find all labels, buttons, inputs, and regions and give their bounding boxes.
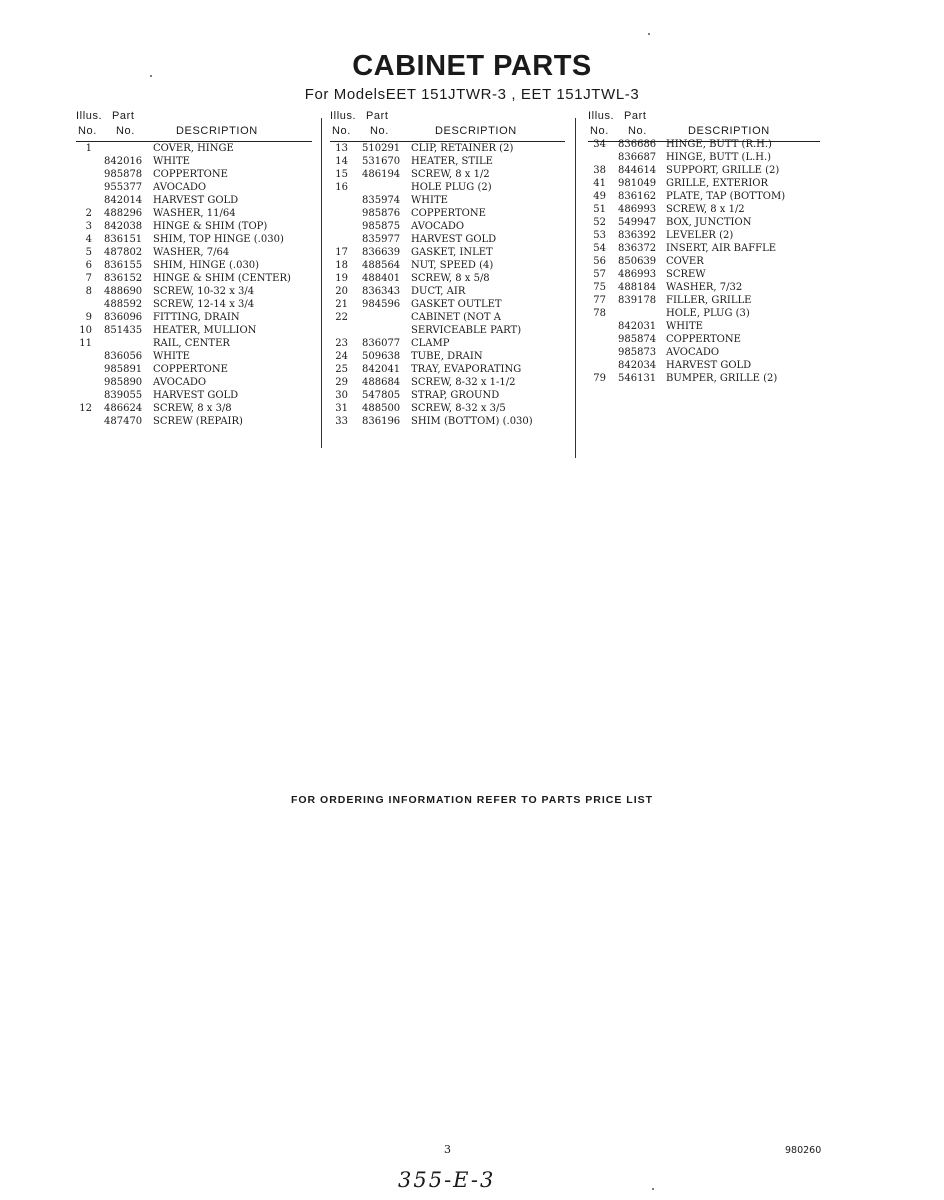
part-number: 486993: [618, 269, 657, 280]
part-number: 835977: [362, 234, 401, 245]
part-row: [330, 260, 575, 273]
part-description: TRAY, EVAPORATING: [411, 364, 522, 375]
part-description: SCREW: [666, 269, 706, 280]
part-number: 488690: [104, 286, 143, 297]
part-number: 836096: [104, 312, 143, 323]
part-row: [76, 416, 314, 429]
part-number: 842014: [104, 195, 143, 206]
part-number: 842034: [618, 360, 657, 371]
part-row: [588, 347, 833, 360]
part-number: 984596: [362, 299, 401, 310]
part-header: Part: [366, 110, 389, 122]
part-number: 836152: [104, 273, 143, 284]
parts-column-2: [330, 107, 575, 429]
column-divider: [321, 118, 322, 448]
illus-number: 16: [335, 182, 348, 193]
part-description: AVOCADO: [666, 347, 720, 358]
part-row: [76, 377, 314, 390]
part-number: 842031: [618, 321, 657, 332]
part-description: FILLER, GRILLE: [666, 295, 752, 306]
illus-number: 13: [335, 143, 348, 154]
part-description: HARVEST GOLD: [666, 360, 752, 371]
part-number: 509638: [362, 351, 401, 362]
part-description: HOLE PLUG (2): [411, 182, 492, 193]
part-description: CLAMP: [411, 338, 450, 349]
part-row: [588, 152, 833, 165]
part-no-header: No.: [370, 125, 389, 137]
column-header: [330, 107, 575, 143]
illus-number: 11: [79, 338, 92, 349]
part-number: 836639: [362, 247, 401, 258]
part-row: [588, 373, 833, 386]
part-number: 531670: [362, 156, 401, 167]
part-number: 839055: [104, 390, 143, 401]
part-number: 955377: [104, 182, 143, 193]
ordering-note: FOR ORDERING INFORMATION REFER TO PARTS PRICE LIST: [290, 794, 654, 806]
part-row: [330, 156, 575, 169]
part-number: 487470: [104, 416, 143, 427]
part-number: 839178: [618, 295, 657, 306]
part-description: CLIP, RETAINER (2): [411, 143, 514, 154]
part-description: HARVEST GOLD: [411, 234, 497, 245]
part-description: HINGE, BUTT (L.H.): [666, 152, 772, 163]
part-number: 836162: [618, 191, 657, 202]
part-row: [588, 139, 833, 152]
illus-number: 17: [335, 247, 348, 258]
part-row: [588, 282, 833, 295]
part-description: GRILLE, EXTERIOR: [666, 178, 769, 189]
part-row: [330, 221, 575, 234]
part-description: GASKET, INLET: [411, 247, 493, 258]
part-row: [330, 377, 575, 390]
illus-number: 9: [85, 312, 92, 323]
part-row: [330, 234, 575, 247]
part-description: HEATER, STILE: [411, 156, 493, 167]
part-row: [76, 143, 314, 156]
part-number: 985878: [104, 169, 143, 180]
part-row: [588, 295, 833, 308]
part-row: [76, 325, 314, 338]
part-row: [588, 204, 833, 217]
part-description: NUT, SPEED (4): [411, 260, 494, 271]
part-row: [76, 286, 314, 299]
part-number: 486194: [362, 169, 401, 180]
part-row: [588, 230, 833, 243]
part-description: LEVELER (2): [666, 230, 734, 241]
part-number: 835974: [362, 195, 401, 206]
part-description: WHITE: [153, 351, 190, 362]
part-row: [588, 308, 833, 321]
part-no-header: No.: [116, 125, 135, 137]
part-row: [76, 260, 314, 273]
part-number: 851435: [104, 325, 143, 336]
part-row: [330, 351, 575, 364]
illus-number: 34: [593, 139, 606, 150]
part-row: [588, 321, 833, 334]
part-number: 985875: [362, 221, 401, 232]
part-description: SHIM, HINGE (.030): [153, 260, 260, 271]
part-number: 985891: [104, 364, 143, 375]
illus-number: 6: [85, 260, 92, 271]
description-header: DESCRIPTION: [435, 125, 517, 137]
part-number: 836077: [362, 338, 401, 349]
part-number: 510291: [362, 143, 401, 154]
column-header: [588, 107, 833, 143]
part-row: [76, 247, 314, 260]
model-subtitle: For ModelsEET 151JTWR-3 , EET 151JTWL-3: [304, 86, 640, 103]
part-row: [76, 182, 314, 195]
part-description: SCREW, 8 x 5/8: [411, 273, 490, 284]
part-number: 546131: [618, 373, 657, 384]
illus-number: 2: [85, 208, 92, 219]
part-row: [588, 360, 833, 373]
part-description: SCREW, 8 x 3/8: [153, 403, 232, 414]
part-number: 836343: [362, 286, 401, 297]
part-row: [330, 208, 575, 221]
part-number: 836155: [104, 260, 143, 271]
parts-column-1: [76, 107, 314, 429]
column-header: [76, 107, 314, 143]
part-description: AVOCADO: [153, 377, 207, 388]
part-row: [330, 416, 575, 429]
part-row: [330, 312, 575, 325]
part-number: 547805: [362, 390, 401, 401]
part-number: 981049: [618, 178, 657, 189]
illus-number: 51: [593, 204, 606, 215]
part-number: 488500: [362, 403, 401, 414]
part-description: AVOCADO: [411, 221, 465, 232]
illus-number: 38: [593, 165, 606, 176]
part-number: 836372: [618, 243, 657, 254]
part-description: WHITE: [153, 156, 190, 167]
part-number: 836056: [104, 351, 143, 362]
part-description: COPPERTONE: [153, 169, 228, 180]
part-number: 844614: [618, 165, 657, 176]
part-row: [76, 273, 314, 286]
illus-number: 21: [335, 299, 348, 310]
part-row: [330, 169, 575, 182]
part-row: [76, 403, 314, 416]
part-number: 486624: [104, 403, 143, 414]
part-description: COPPERTONE: [411, 208, 486, 219]
part-description: SHIM, TOP HINGE (.030): [153, 234, 284, 245]
illus-number: 54: [593, 243, 606, 254]
illus-number: 41: [593, 178, 606, 189]
page-title: CABINET PARTS: [352, 50, 592, 82]
part-row: [330, 299, 575, 312]
part-row: [76, 390, 314, 403]
part-description: SCREW, 8-32 x 3/5: [411, 403, 506, 414]
part-description: WHITE: [411, 195, 448, 206]
illus-number: 33: [335, 416, 348, 427]
part-number: 836151: [104, 234, 143, 245]
handwritten-reference: 355-E-3: [398, 1168, 496, 1192]
illus-number: 75: [593, 282, 606, 293]
part-number: 985876: [362, 208, 401, 219]
part-description: WASHER, 11/64: [153, 208, 236, 219]
illus-number: 79: [593, 373, 606, 384]
part-row: [588, 334, 833, 347]
part-row: [330, 286, 575, 299]
part-number: 985874: [618, 334, 657, 345]
illus-number: 3: [85, 221, 92, 232]
illus-number: 15: [335, 169, 348, 180]
part-row: [588, 217, 833, 230]
illus-number: 49: [593, 191, 606, 202]
illus-number: 19: [335, 273, 348, 284]
illus-number: 77: [593, 295, 606, 306]
part-number: 836686: [618, 139, 657, 150]
illus-number: 8: [85, 286, 92, 297]
part-number: 836196: [362, 416, 401, 427]
part-number: 488592: [104, 299, 143, 310]
part-number: 488296: [104, 208, 143, 219]
part-header: Part: [112, 110, 135, 122]
illus-number: 10: [79, 325, 92, 336]
part-number: 985873: [618, 347, 657, 358]
part-description: COVER, HINGE: [153, 143, 234, 154]
part-row: [330, 390, 575, 403]
part-row: [330, 338, 575, 351]
part-row: [588, 243, 833, 256]
part-row: [330, 403, 575, 416]
part-description: BUMPER, GRILLE (2): [666, 373, 778, 384]
illus-number: 78: [593, 308, 606, 319]
part-description: SERVICEABLE PART): [411, 325, 522, 336]
description-header: DESCRIPTION: [688, 125, 770, 137]
part-description: GASKET OUTLET: [411, 299, 502, 310]
part-description: BOX, JUNCTION: [666, 217, 752, 228]
illus-number: 5: [85, 247, 92, 258]
illus-number: 12: [79, 403, 92, 414]
part-description: SCREW, 8 x 1/2: [666, 204, 745, 215]
part-row: [330, 247, 575, 260]
part-number: 850639: [618, 256, 657, 267]
illus-no-header: No.: [590, 125, 609, 137]
part-description: SCREW, 10-32 x 3/4: [153, 286, 255, 297]
illus-number: 4: [85, 234, 92, 245]
part-description: SCREW, 8 x 1/2: [411, 169, 490, 180]
part-description: COPPERTONE: [153, 364, 228, 375]
illus-number: 22: [335, 312, 348, 323]
part-description: WHITE: [666, 321, 703, 332]
part-row: [330, 143, 575, 156]
part-number: 842038: [104, 221, 143, 232]
part-description: HINGE & SHIM (TOP): [153, 221, 268, 232]
part-row: [76, 208, 314, 221]
part-row: [330, 325, 575, 338]
part-description: PLATE, TAP (BOTTOM): [666, 191, 786, 202]
part-row: [588, 178, 833, 191]
part-row: [76, 299, 314, 312]
part-description: FITTING, DRAIN: [153, 312, 240, 323]
scan-speck: [652, 1188, 654, 1190]
part-number: 486993: [618, 204, 657, 215]
part-description: HOLE, PLUG (3): [666, 308, 750, 319]
illus-number: 14: [335, 156, 348, 167]
illus-no-header: No.: [332, 125, 351, 137]
illus-header: Illus.: [588, 110, 615, 122]
part-description: HARVEST GOLD: [153, 195, 239, 206]
part-row: [588, 165, 833, 178]
part-description: HEATER, MULLION: [153, 325, 257, 336]
part-row: [76, 364, 314, 377]
part-description: WASHER, 7/64: [153, 247, 230, 258]
part-description: HINGE, BUTT (R.H.): [666, 139, 772, 150]
part-row: [76, 234, 314, 247]
header-rule: [330, 141, 565, 142]
part-no-header: No.: [628, 125, 647, 137]
illus-number: 29: [335, 377, 348, 388]
illus-number: 57: [593, 269, 606, 280]
illus-header: Illus.: [330, 110, 357, 122]
part-description: SCREW, 8-32 x 1-1/2: [411, 377, 516, 388]
part-description: COPPERTONE: [666, 334, 741, 345]
part-number: 488564: [362, 260, 401, 271]
part-description: HARVEST GOLD: [153, 390, 239, 401]
part-row: [330, 273, 575, 286]
part-number: 488401: [362, 273, 401, 284]
description-header: DESCRIPTION: [176, 125, 258, 137]
illus-number: 18: [335, 260, 348, 271]
parts-column-3: [588, 107, 833, 386]
illus-number: 56: [593, 256, 606, 267]
part-row: [76, 351, 314, 364]
illus-number: 1: [85, 143, 92, 154]
part-number: 487802: [104, 247, 143, 258]
header-rule: [76, 141, 312, 142]
part-description: SUPPORT, GRILLE (2): [666, 165, 780, 176]
part-description: CABINET (NOT A: [411, 312, 501, 323]
parts-list: [330, 143, 575, 429]
part-row: [588, 256, 833, 269]
part-number: 842041: [362, 364, 401, 375]
part-row: [588, 269, 833, 282]
illus-number: 30: [335, 390, 348, 401]
illus-number: 31: [335, 403, 348, 414]
part-row: [76, 338, 314, 351]
part-row: [330, 364, 575, 377]
page-number: 3: [444, 1143, 451, 1156]
part-row: [76, 312, 314, 325]
scan-speck: [150, 75, 152, 77]
part-number: 842016: [104, 156, 143, 167]
part-number: 549947: [618, 217, 657, 228]
part-description: HINGE & SHIM (CENTER): [153, 273, 291, 284]
illus-number: 25: [335, 364, 348, 375]
part-number: 836392: [618, 230, 657, 241]
illus-no-header: No.: [78, 125, 97, 137]
part-row: [76, 195, 314, 208]
part-row: [76, 221, 314, 234]
illus-number: 20: [335, 286, 348, 297]
part-row: [330, 195, 575, 208]
part-description: RAIL, CENTER: [153, 338, 230, 349]
part-description: SHIM (BOTTOM) (.030): [411, 416, 533, 427]
part-row: [330, 182, 575, 195]
part-description: COVER: [666, 256, 704, 267]
parts-list: [76, 143, 314, 429]
part-row: [76, 169, 314, 182]
column-divider: [575, 118, 576, 458]
part-row: [588, 191, 833, 204]
illus-number: 53: [593, 230, 606, 241]
illus-number: 7: [85, 273, 92, 284]
illus-header: Illus.: [76, 110, 103, 122]
part-header: Part: [624, 110, 647, 122]
part-row: [76, 156, 314, 169]
part-description: DUCT, AIR: [411, 286, 466, 297]
part-description: STRAP, GROUND: [411, 390, 500, 401]
part-number: 488184: [618, 282, 657, 293]
part-number: 985890: [104, 377, 143, 388]
part-description: SCREW, 12-14 x 3/4: [153, 299, 255, 310]
scan-speck: [648, 33, 650, 35]
part-description: SCREW (REPAIR): [153, 416, 243, 427]
document-code: 980260: [785, 1145, 822, 1156]
part-number: 488684: [362, 377, 401, 388]
part-number: 836687: [618, 152, 657, 163]
part-description: TUBE, DRAIN: [411, 351, 483, 362]
illus-number: 52: [593, 217, 606, 228]
part-description: AVOCADO: [153, 182, 207, 193]
parts-list: [588, 139, 833, 386]
part-description: INSERT, AIR BAFFLE: [666, 243, 777, 254]
part-description: WASHER, 7/32: [666, 282, 743, 293]
illus-number: 24: [335, 351, 348, 362]
illus-number: 23: [335, 338, 348, 349]
